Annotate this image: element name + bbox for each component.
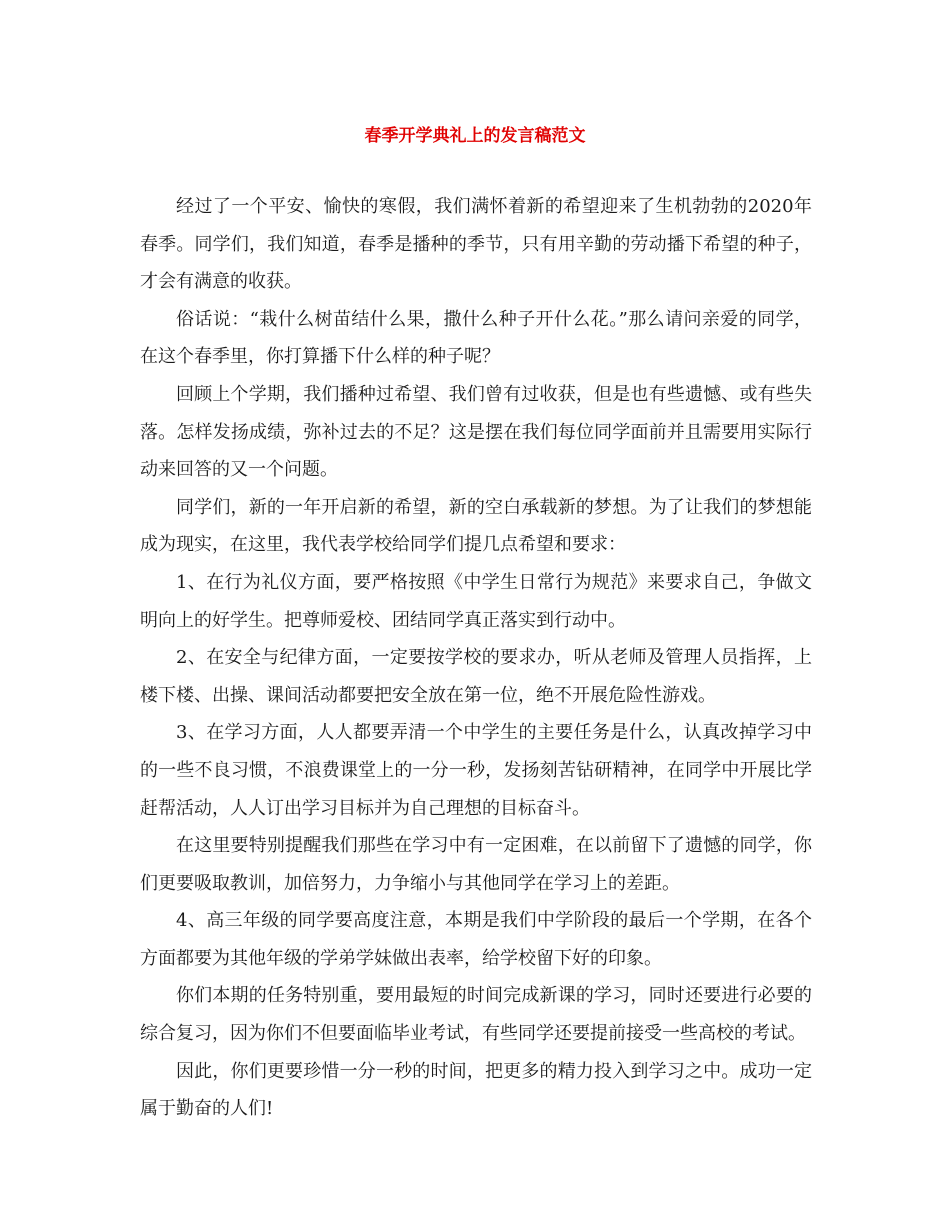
paragraph-6: 2、在安全与纪律方面，一定要按学校的要求办，听从老师及管理人员指挥，上楼下楼、出操、课间活动都要把安全放在第一位，绝不开展危险性游戏。	[140, 647, 812, 706]
paragraph-10: 你们本期的任务特别重，要用最短的时间完成新课的学习，同时还要进行必要的综合复习，因为你们不但要面临毕业考试，有些同学还要提前接受一些高校的考试。	[140, 985, 812, 1045]
document-title: 春季开学典礼上的发言稿范文	[364, 126, 586, 146]
paragraph-11: 因此，你们更要珍惜一分一秒的时间，把更多的精力投入到学习之中。成功一定属于勤奋的人们!	[140, 1060, 812, 1120]
paragraph-4: 同学们，新的一年开启新的希望，新的空白承载新的梦想。为了让我们的梦想能成为现实，在这里，我代表学校给同学们提几点希望和要求：	[140, 496, 812, 556]
document-body	[140, 188, 812, 1128]
paragraph-3: 回顾上个学期，我们播种过希望、我们曾有过收获，但是也有些遗憾、或有些失落。怎样发扬成绩，弥补过去的不足？这是摆在我们每位同学面前并且需要用实际行动来回答的又一个问题。	[140, 383, 812, 481]
paragraph-5: 1、在行为礼仪方面，要严格按照《中学生日常行为规范》来要求自己，争做文明向上的好学生。把尊师爱校、团结同学真正落实到行动中。	[140, 571, 812, 631]
paragraph-2: 俗话说：“栽什么树苗结什么果，撒什么种子开什么花。”那么请问亲爱的同学，在这个春季里，你打算播下什么样的种子呢？	[140, 308, 812, 368]
paragraph-1: 经过了一个平安、愉快的寒假，我们满怀着新的希望迎来了生机勃勃的2020年春季。同学们，我们知道，春季是播种的季节，只有用辛勤的劳动播下希望的种子，才会有满意的收获。	[140, 196, 812, 293]
paragraph-9: 4、高三年级的同学要高度注意，本期是我们中学阶段的最后一个学期，在各个方面都要为其他年级的学弟学妹做出表率，给学校留下好的印象。	[140, 910, 812, 969]
paragraph-7: 3、在学习方面，人人都要弄清一个中学生的主要任务是什么，认真改掉学习中的一些不良习惯，不浪费课堂上的一分一秒，发扬刻苦钻研精神，在同学中开展比学赶帮活动，人人订出学习目标并为自己理想的目标奋斗。	[140, 722, 812, 819]
paragraph-8: 在这里要特别提醒我们那些在学习中有一定困难，在以前留下了遗憾的同学，你们更要吸取教训，加倍努力，力争缩小与其他同学在学习上的差距。	[140, 835, 812, 894]
